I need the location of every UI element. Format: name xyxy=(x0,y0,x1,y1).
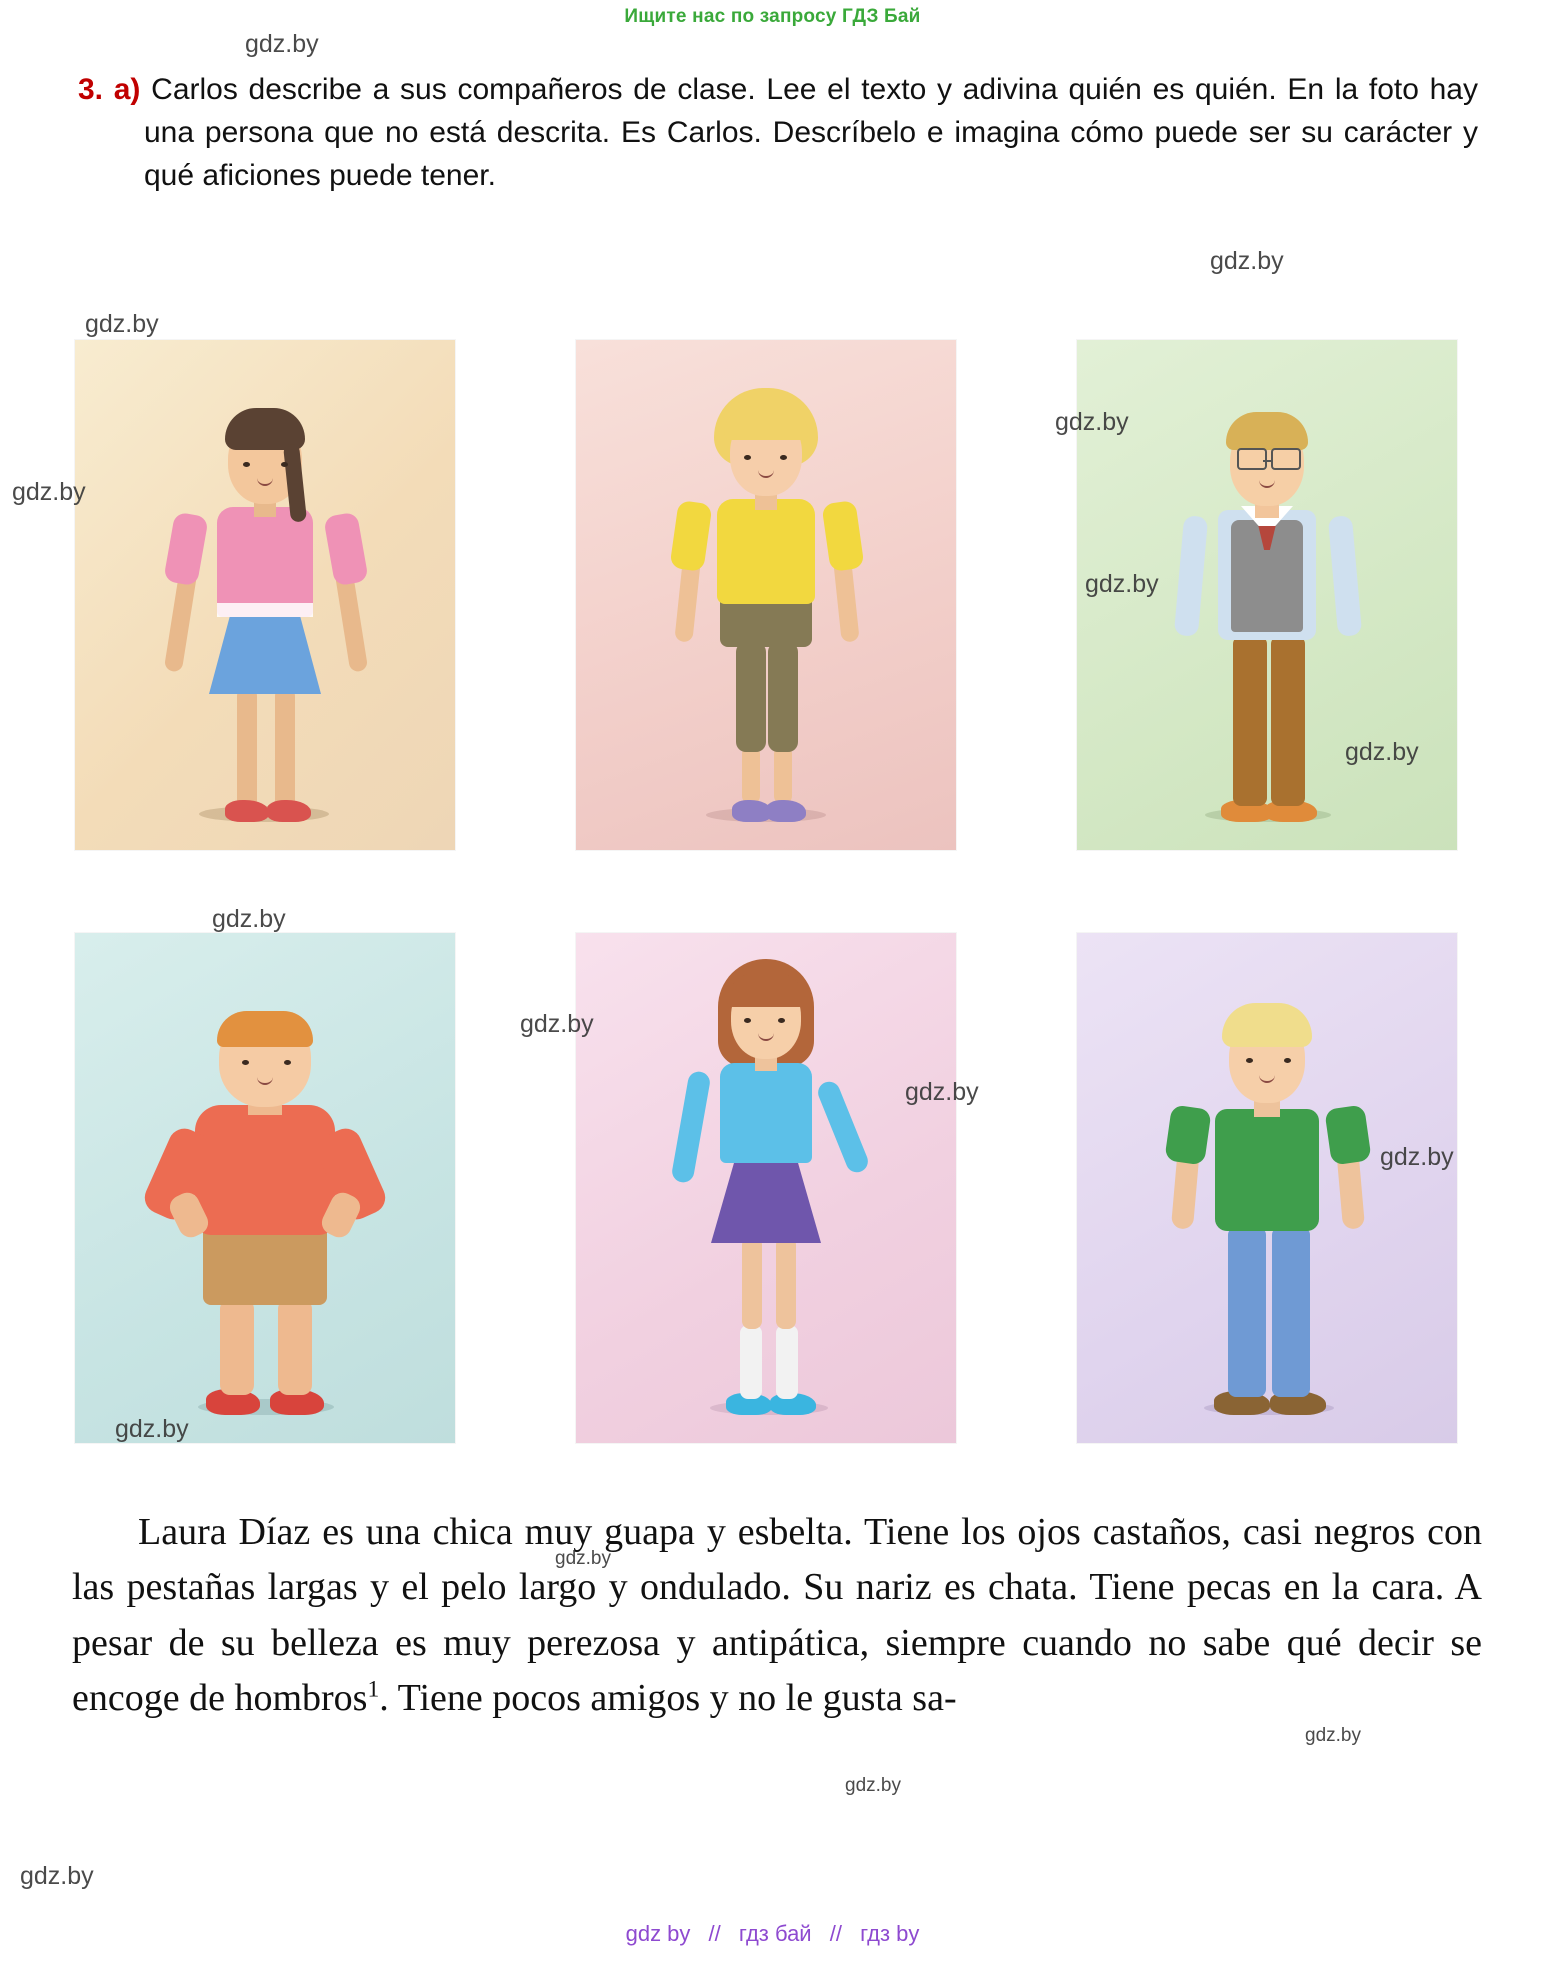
footer-sep-1: // xyxy=(708,1921,721,1946)
watermark: gdz.by xyxy=(1085,570,1159,598)
watermark: gdz.by xyxy=(245,30,319,58)
photo-blond-boy-green xyxy=(1077,933,1457,1443)
watermark: gdz.by xyxy=(905,1078,979,1106)
footer-sep-2: // xyxy=(829,1921,842,1946)
footer-text-c: гдз by xyxy=(860,1921,920,1946)
watermark: gdz.by xyxy=(85,310,159,338)
figure-girl-braid xyxy=(165,372,365,822)
footer xyxy=(0,1921,1545,1947)
watermark: gdz.by xyxy=(1380,1143,1454,1171)
figure-chubby-boy xyxy=(150,975,380,1415)
photo-girl-braid xyxy=(75,340,455,850)
watermark: gdz.by xyxy=(115,1415,189,1443)
watermark: gdz.by xyxy=(12,478,86,506)
exercise-letter: a) xyxy=(113,73,141,106)
photo-chubby-boy xyxy=(75,933,455,1443)
watermark: gdz.by xyxy=(1055,408,1129,436)
exercise-text: Carlos describe a sus compañeros de clase. Lee el texto y adivina quién es quién. En la foto hay una persona que no está descrita. Es Carlos. Descríbelo e imagina cómo puede ser su carácter y qué aficiones puede tener. xyxy=(144,73,1478,193)
figure-boy-glasses xyxy=(1167,362,1367,822)
photo-blonde-girl xyxy=(576,340,956,850)
footer-text-b: гдз бай xyxy=(738,1921,812,1946)
figure-blonde-girl xyxy=(666,362,866,822)
photo-boy-glasses xyxy=(1077,340,1457,850)
watermark: gdz.by xyxy=(845,1775,901,1796)
footnote-marker: 1 xyxy=(367,1676,380,1703)
footer-text-a: gdz by xyxy=(625,1921,691,1946)
exercise-block xyxy=(78,68,1478,198)
watermark: gdz.by xyxy=(520,1010,594,1038)
watermark: gdz.by xyxy=(1210,247,1284,275)
watermark: gdz.by xyxy=(20,1862,94,1890)
reading-paragraph xyxy=(72,1505,1482,1727)
watermark: gdz.by xyxy=(1305,1725,1361,1746)
figure-blond-boy-green xyxy=(1162,955,1372,1415)
watermark: gdz.by xyxy=(555,1548,611,1569)
watermark: gdz.by xyxy=(212,905,286,933)
watermark: gdz.by xyxy=(1345,738,1419,766)
exercise-paragraph xyxy=(78,68,1478,198)
photo-grid xyxy=(75,340,1470,1443)
figure-girl-purple-skirt xyxy=(666,945,866,1415)
promo-banner: Ищите нас по запросу ГДЗ Бай xyxy=(624,6,921,27)
paragraph-text-part1: Laura Díaz es una chica muy guapa y esbelta. Tiene los ojos castaños, casi negros con las pestañas largas y el pelo largo y ondulado. Su nariz es chata. Tiene pecas en la cara. A pesar de su belleza es muy perezosa y antipática, siempre cuando no sabe qué decir se encoge de hombros xyxy=(72,1511,1482,1720)
paragraph-text-part2: . Tiene pocos amigos y no le gusta sa- xyxy=(379,1677,957,1720)
exercise-number: 3. xyxy=(78,73,104,106)
photo-girl-purple-skirt xyxy=(576,933,956,1443)
